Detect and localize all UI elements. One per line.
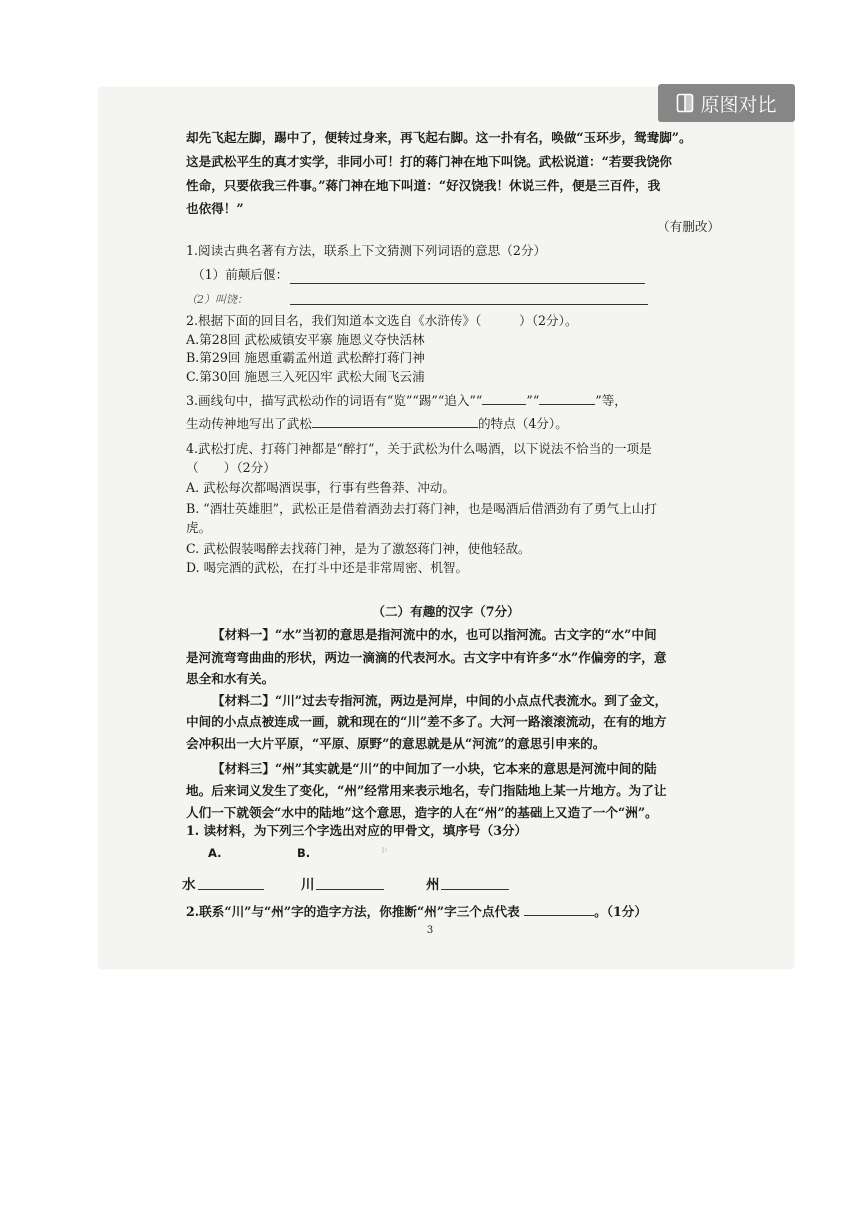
question-2-option-c: C.第30回 施恩三入死囚牢 武松大闹飞云浦 <box>186 369 425 384</box>
passage-line: 也依得！” <box>186 201 244 216</box>
page-number: 3 <box>426 925 434 936</box>
material-1-line: 思全和水有关。 <box>186 671 275 686</box>
material-text: “水”当初的意思是指河流中的水，也可以指河流。古文字的“水”中间 <box>274 627 657 642</box>
compare-original-button[interactable] <box>658 84 795 122</box>
char-chuan: 川 <box>301 877 315 893</box>
sub-question-2-text: 2.联系“川”与“州”字的造字方法，你推断“州”字三个点代表 <box>186 904 520 919</box>
material-text: “川”过去专指河流，两边是河岸，中间的小点点代表流水。到了金文， <box>274 693 668 708</box>
material-label: 【材料三】 <box>212 761 275 776</box>
answer-blank[interactable] <box>290 304 648 305</box>
sub-question-2-text: 。（1分） <box>594 904 647 919</box>
question-3-line-1 <box>186 392 726 410</box>
question-1-item-2: （2）叫饶： <box>186 293 248 306</box>
passage-line: 这是武松平生的真才实学，非同小可！打的蒋门神在地下叫饶。武松说道：“若要我饶你 <box>186 154 672 169</box>
question-3-line-2 <box>186 415 726 433</box>
material-1-line: 是河流弯弯曲曲的形状，两边一滴滴的代表河水。古文字中有许多“水”作偏旁的字，意 <box>186 650 667 665</box>
source-note: （有删改） <box>657 219 720 234</box>
option-a-label: A. <box>208 846 222 860</box>
answer-blank[interactable] <box>539 404 595 405</box>
question-4-option-d: D. 喝完酒的武松，在打斗中还是非常周密、机智。 <box>186 560 469 575</box>
char-zhou: 州 <box>426 877 440 893</box>
answer-blank[interactable] <box>290 283 645 284</box>
material-label: 【材料二】 <box>212 693 275 708</box>
compare-icon <box>676 93 694 113</box>
question-3-text: 的特点（4分）。 <box>477 416 568 431</box>
material-3-line <box>186 760 726 778</box>
answer-blank[interactable] <box>441 889 509 890</box>
question-4-paren: （ ）（2分） <box>186 460 276 475</box>
sub-question-1: 1. 读材料，为下列三个字选出对应的甲骨文，填序号（3分） <box>186 823 528 838</box>
material-2-line: 中间的小点点被连成一画，就和现在的“川”差不多了。大河一路滚滚流动，在有的地方 <box>186 714 667 729</box>
material-1-line <box>186 626 726 644</box>
compare-button-label: 原图对比 <box>700 93 777 116</box>
answer-blank[interactable] <box>312 427 478 428</box>
question-1-item-1: （1）前颠后偃： <box>192 267 289 282</box>
question-2-option-a: A.第28回 武松威镇安平寨 施恩义夺快活林 <box>186 332 425 347</box>
char-shui: 水 <box>182 877 196 893</box>
passage-line: 却先飞起左脚，踢中了，便转过身来，再飞起右脚。这一扑有名，唤做“玉环步，鸳鸯脚”。 <box>186 130 692 145</box>
answer-blank[interactable] <box>482 404 526 405</box>
question-3-text: 3.画线句中，描写武松动作的词语有“览”“踢”“追入”“ <box>186 393 483 408</box>
material-label: 【材料一】 <box>212 627 275 642</box>
option-b-label: B. <box>297 846 311 860</box>
question-4-option-b-cont: 虎。 <box>186 520 212 535</box>
question-2-option-b: B.第29回 施恩重霸孟州道 武松醉打蒋门神 <box>186 350 425 365</box>
material-3-line: 人们一下就领会“水中的陆地”这个意思，造字的人在“州”的基础上又造了一个“洲”。 <box>186 805 658 820</box>
sub-question-2 <box>186 903 726 921</box>
question-4-option-a: A. 武松每次都喝酒误事，行事有些鲁莽、冲动。 <box>186 480 455 495</box>
passage-line: 性命，只要依我三件事。”蒋门神在地下叫道：“好汉饶我！休说三件，便是三百件，我 <box>186 178 661 193</box>
question-4-option-c: C. 武松假装喝醉去找蒋门神，是为了激怒蒋门神，使他轻敌。 <box>186 541 531 556</box>
material-text: “州”其实就是“川”的中间加了一小块，它本来的意思是河流中间的陆 <box>274 761 657 776</box>
section-title: （二）有趣的汉字（7分） <box>372 604 520 619</box>
material-3-line: 地。后来词义发生了变化，“州”经常用来表示地名，专门指陆地上某一片地方。为了让 <box>186 783 667 798</box>
material-2-line <box>186 692 726 710</box>
question-3-text: ”“ <box>526 393 540 408</box>
question-1-stem: 1.阅读古典名著有方法，联系上下文猜测下列词语的意思（2分） <box>186 243 547 258</box>
material-2-line: 会冲积出一大片平原，“平原、原野”的意思就是从“河流”的意思引申来的。 <box>186 736 606 751</box>
question-4-stem: 4.武松打虎、打蒋门神都是“醉打”，关于武松为什么喝酒，以下说法不恰当的一项是 <box>186 441 652 456</box>
question-3-text: ”等， <box>595 393 627 408</box>
answer-blank[interactable] <box>316 889 384 890</box>
question-3-text: 生动传神地写出了武松 <box>186 416 312 431</box>
answer-blank[interactable] <box>198 889 264 890</box>
question-4-option-b: B. “酒壮英雄胆”，武松正是借着酒劲去打蒋门神，也是喝酒后借酒劲有了勇气上山打 <box>186 501 657 516</box>
question-2-stem: 2.根据下面的回目名，我们知道本文选自《水浒传》（ ）（2分）。 <box>186 313 578 328</box>
answer-blank[interactable] <box>524 915 594 916</box>
faded-glyph-mark <box>382 846 388 854</box>
